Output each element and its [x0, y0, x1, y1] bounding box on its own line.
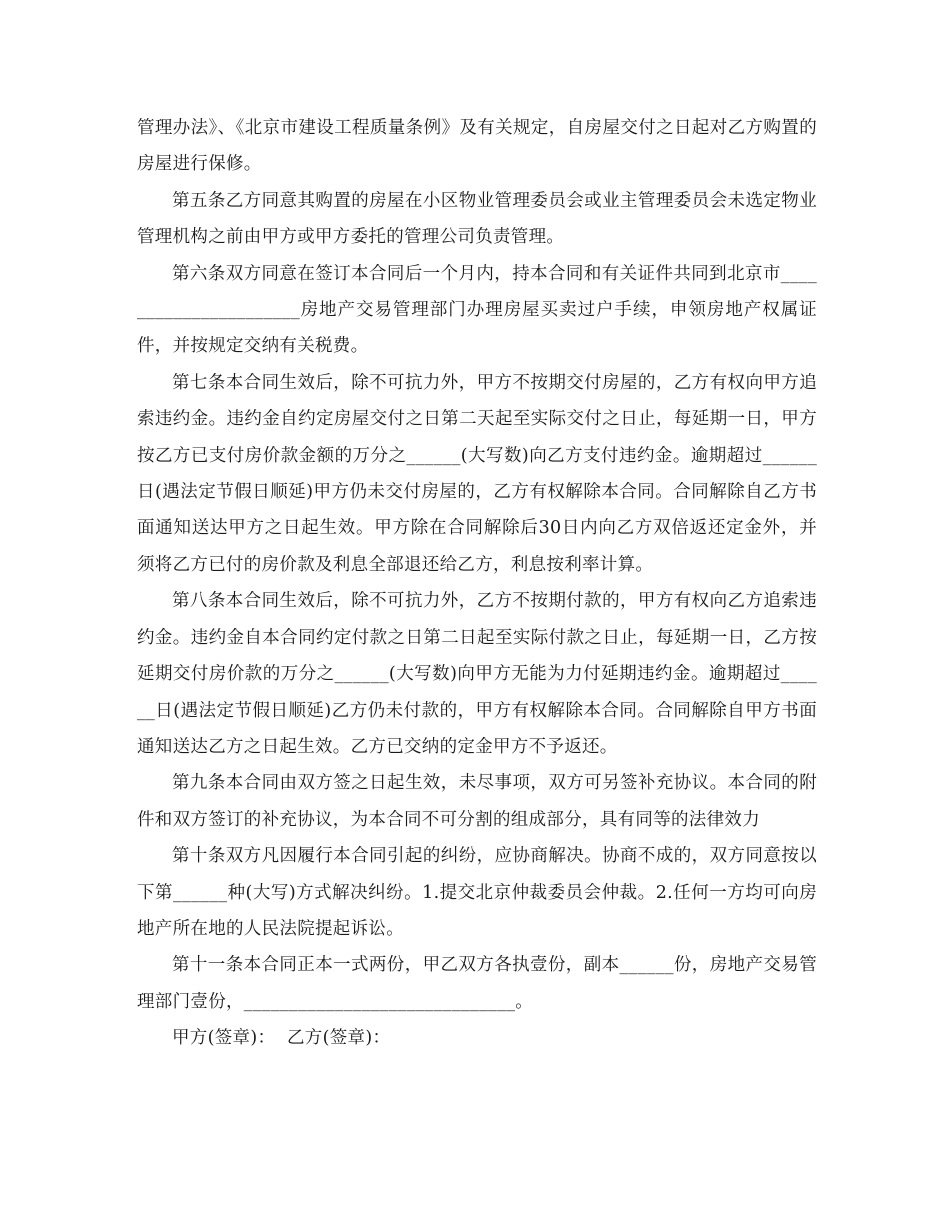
paragraph-article-6: 第六条双方同意在签订本合同后一个月内，持本合同和有关证件共同到北京市______________________房地产交易管理部门办理房屋买卖过户手续，申领房地产权属证件，并按规定交纳有关税费。 — [137, 263, 817, 357]
signature-line — [137, 1020, 817, 1056]
party-b-signature-label: 乙方(签章)： — [287, 1028, 391, 1049]
document-body — [137, 110, 817, 1057]
paragraph-warranty-continuation: 管理办法》、《北京市建设工程质量条例》及有关规定，自房屋交付之日起对乙方购置的房屋进行保修。 — [137, 118, 817, 175]
paragraph-article-5: 第五条乙方同意其购置的房屋在小区物业管理委员会或业主管理委员会未选定物业管理机构之前由甲方或甲方委托的管理公司负责管理。 — [137, 190, 817, 248]
paragraph-article-9: 第九条本合同由双方签之日起生效，未尽事项，双方可另签补充协议。本合同的附件和双方签订的补充协议，为本合同不可分割的组成部分，具有同等的法律效力 — [137, 773, 817, 830]
paragraph-article-7: 第七条本合同生效后，除不可抗力外，甲方不按期交付房屋的，乙方有权向甲方追索违约金。违约金自约定房屋交付之日第二天起至实际交付之日止，每延期一日，甲方按乙方已支付房价款金额的万分之______(大写数)向乙方支付违约金。逾期超过______日(遇法定节假日顺延)甲方仍未交付房屋的，乙方有权解除本合同。合同解除自乙方书面通知送达甲方之日起生效。甲方除在合同解除后30日内向乙方双倍返还定金外，并须将乙方已付的房价款及利息全部退还给乙方，利息按利率计算。 — [137, 372, 817, 575]
paragraph-article-8: 第八条本合同生效后，除不可抗力外，乙方不按期付款的，甲方有权向乙方追索违约金。违约金自本合同约定付款之日第二日起至实际付款之日止，每延期一日，乙方按延期交付房价款的万分之______(大写数)向甲方无能为力付延期违约金。逾期超过______日(遇法定节假日顺延)乙方仍未付款的，甲方有权解除本合同。合同解除自甲方书面通知送达乙方之日起生效。乙方已交纳的定金甲方不予返还。 — [137, 591, 817, 757]
party-a-signature-label: 甲方(签章)： — [172, 1028, 276, 1049]
paragraph-article-10: 第十条双方凡因履行本合同引起的纠纷，应协商解决。协商不成的，双方同意按以下第______种(大写)方式解决纠纷。1.提交北京仲裁委员会仲裁。2.任何一方均可向房地产所在地的人民法院提起诉讼。 — [137, 846, 817, 939]
paragraph-article-11: 第十一条本合同正本一式两份，甲乙双方各执壹份，副本______份，房地产交易管理部门壹份，______________________________。 — [137, 955, 817, 1012]
